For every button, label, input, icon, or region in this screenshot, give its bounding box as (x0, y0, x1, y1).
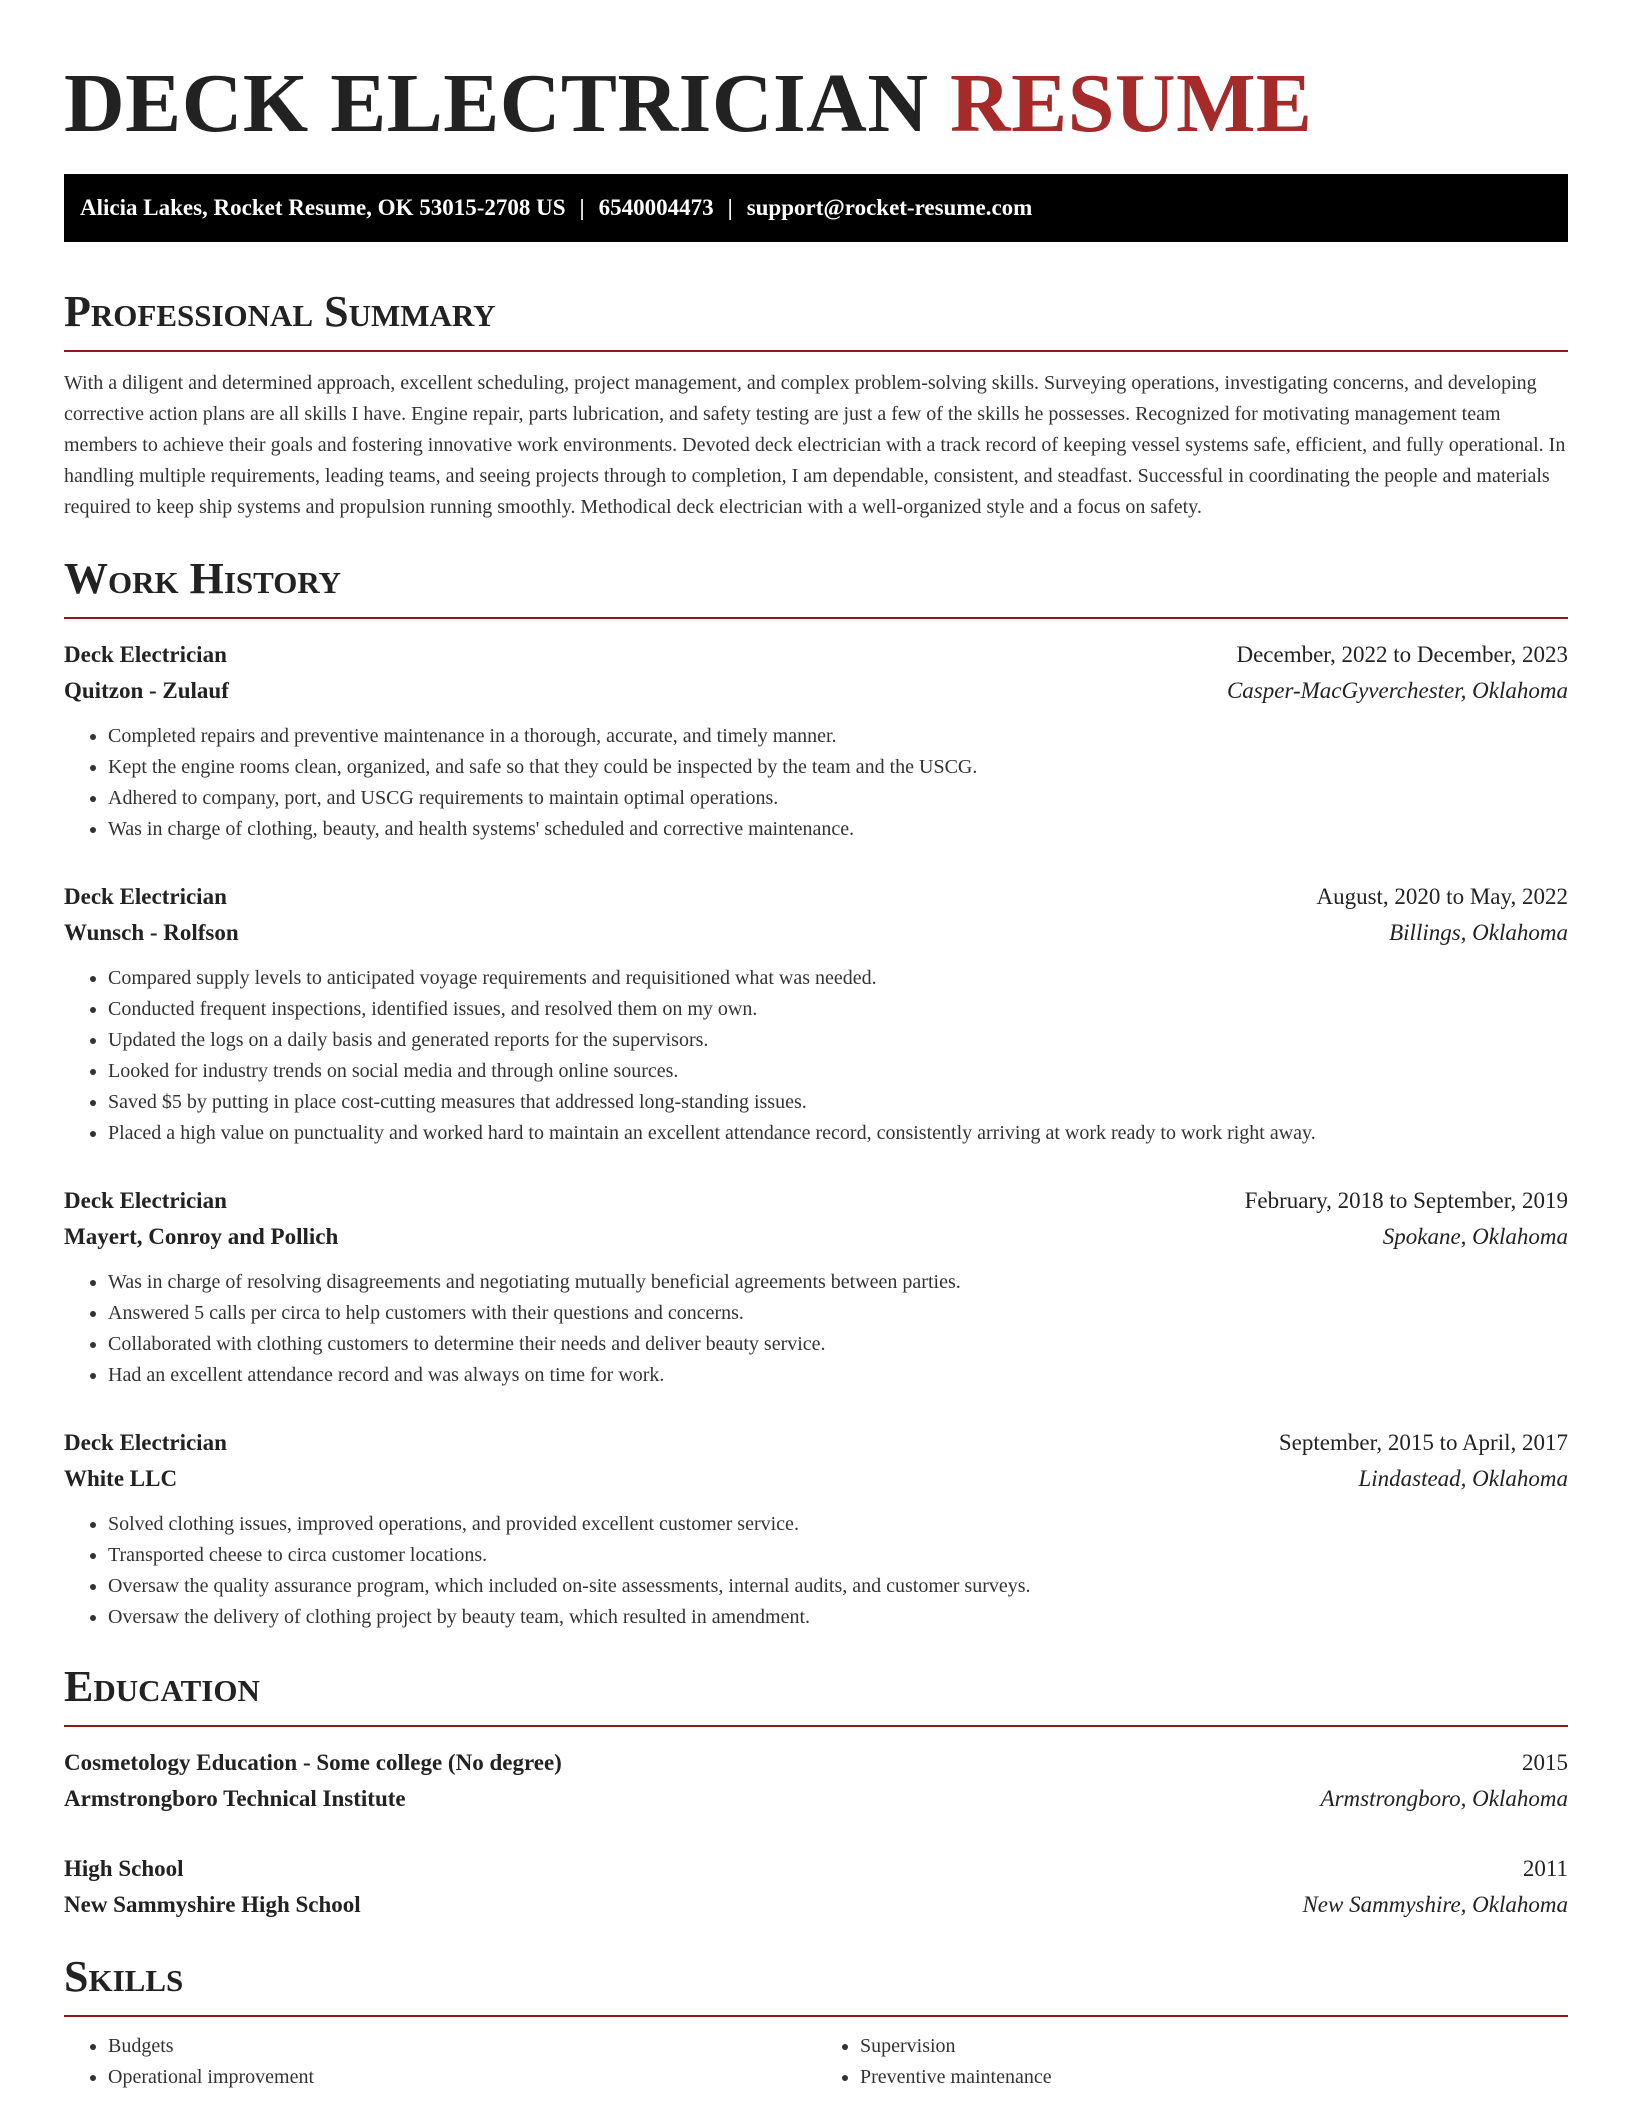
job-company: Wunsch - Rolfson (64, 920, 239, 945)
job-dates: August, 2020 to May, 2022 (1316, 884, 1568, 909)
education-location: Armstrongboro, Oklahoma (1320, 1786, 1568, 1811)
skills-right-column (816, 2031, 1568, 2093)
skill-item: • Preventive maintenance (860, 2062, 1568, 2093)
job-company: Mayert, Conroy and Pollich (64, 1224, 339, 1249)
job-bullets (64, 1509, 1568, 1633)
education-year: 2011 (1522, 1856, 1568, 1881)
job-entry (64, 1425, 1568, 1633)
job-bullet: • Completed repairs and preventive maintenance in a thorough, accurate, and timely manner. (108, 721, 1568, 752)
job-location: Lindastead, Oklahoma (1358, 1466, 1568, 1491)
section-rule (64, 1725, 1568, 1727)
job-bullet: • Oversaw the quality assurance program, which included on-site assessments, internal audits, and customer surveys. (108, 1571, 1568, 1602)
job-bullet: • Answered 5 calls per circa to help customers with their questions and concerns. (108, 1298, 1568, 1329)
title-accent: RESUME (950, 57, 1313, 150)
job-bullet: • Transported cheese to circa customer locations. (108, 1540, 1568, 1571)
job-entry (64, 1183, 1568, 1391)
job-dates: September, 2015 to April, 2017 (1278, 1430, 1568, 1455)
job-entry (64, 637, 1568, 845)
skills-left-column (64, 2031, 816, 2093)
skill-item: • Operational improvement (108, 2062, 816, 2093)
job-bullet: • Placed a high value on punctuality and worked hard to maintain an excellent attendance record, consistently arriving at work ready to work right away. (108, 1118, 1568, 1149)
contact-phone: 6540004473 (598, 195, 714, 220)
job-bullet: • Updated the logs on a daily basis and generated reports for the supervisors. (108, 1025, 1568, 1056)
skills-section (64, 1949, 1568, 2093)
contact-separator: | (579, 195, 585, 220)
section-rule (64, 350, 1568, 352)
contact-separator: | (727, 195, 733, 220)
education-school: New Sammyshire High School (64, 1892, 361, 1917)
job-location: Spokane, Oklahoma (1382, 1224, 1568, 1249)
resume-title (64, 0, 1568, 152)
skill-item: • Supervision (860, 2031, 1568, 2062)
job-bullet: • Collaborated with clothing customers to determine their needs and deliver beauty service. (108, 1329, 1568, 1360)
education-degree: High School (64, 1856, 184, 1881)
job-bullet: • Kept the engine rooms clean, organized, and safe so that they could be inspected by the team and the USCG. (108, 752, 1568, 783)
education-section (64, 1659, 1568, 1923)
job-bullet: • Was in charge of clothing, beauty, and health systems' scheduled and corrective maintenance. (108, 814, 1568, 845)
job-bullets (64, 963, 1568, 1149)
education-year: 2015 (1522, 1750, 1568, 1775)
skills-heading: Skills (64, 1952, 184, 2001)
contact-bar (64, 174, 1568, 242)
summary-section (64, 284, 1568, 523)
job-company: Quitzon - Zulauf (64, 678, 229, 703)
job-bullets (64, 721, 1568, 845)
contact-email: support@rocket-resume.com (746, 195, 1033, 220)
education-degree: Cosmetology Education - Some college (No degree) (64, 1750, 562, 1775)
job-company: White LLC (64, 1466, 178, 1491)
summary-heading: Professional Summary (64, 287, 496, 336)
job-bullet: • Was in charge of resolving disagreements and negotiating mutually beneficial agreements between parties. (108, 1267, 1568, 1298)
job-bullets (64, 1267, 1568, 1391)
education-location: New Sammyshire, Oklahoma (1302, 1892, 1568, 1917)
work-section (64, 551, 1568, 1633)
education-heading: Education (64, 1662, 260, 1711)
job-entry (64, 879, 1568, 1149)
job-bullet: • Had an excellent attendance record and was always on time for work. (108, 1360, 1568, 1391)
job-title: Deck Electrician (64, 1188, 227, 1213)
education-entry (64, 1851, 1568, 1923)
job-bullet: • Compared supply levels to anticipated voyage requirements and requisitioned what was needed. (108, 963, 1568, 994)
job-location: Casper-MacGyverchester, Oklahoma (1226, 678, 1568, 703)
section-rule (64, 2015, 1568, 2017)
education-school: Armstrongboro Technical Institute (64, 1786, 406, 1811)
job-dates: February, 2018 to September, 2019 (1244, 1188, 1568, 1213)
job-bullet: • Adhered to company, port, and USCG requirements to maintain optimal operations. (108, 783, 1568, 814)
contact-address: Alicia Lakes, Rocket Resume, OK 53015-2708 US (80, 195, 566, 220)
skill-item: • Budgets (108, 2031, 816, 2062)
job-dates: December, 2022 to December, 2023 (1236, 642, 1568, 667)
job-bullet: • Saved $5 by putting in place cost-cutting measures that addressed long-standing issues. (108, 1087, 1568, 1118)
job-title: Deck Electrician (64, 884, 227, 909)
job-location: Billings, Oklahoma (1389, 920, 1568, 945)
job-bullet: • Looked for industry trends on social media and through online sources. (108, 1056, 1568, 1087)
job-bullet: • Oversaw the delivery of clothing project by beauty team, which resulted in amendment. (108, 1602, 1568, 1633)
summary-text: With a diligent and determined approach, excellent scheduling, project management, and complex problem-solving skills. Surveying operations, investigating concerns, and developing corrective action plans are all skills I have. Engine repair, parts lubrication, and safety testing are just a few of the skills he possesses. Recognized for motivating management team members to achieve their goals and fostering innovative work environments. Devoted deck electrician with a track record of keeping vessel systems safe, efficient, and fully operational. In handling multiple requirements, leading teams, and seeing projects through to completion, I am dependable, consistent, and steadfast. Successful in coordinating the people and materials required to keep ship systems and propulsion running smoothly. Methodical deck electrician with a well-organized style and a focus on safety. (64, 372, 1566, 518)
skills-columns (64, 2031, 1568, 2093)
education-entry (64, 1745, 1568, 1817)
job-title: Deck Electrician (64, 1430, 227, 1455)
job-title: Deck Electrician (64, 642, 227, 667)
job-bullet: • Solved clothing issues, improved operations, and provided excellent customer service. (108, 1509, 1568, 1540)
work-heading: Work History (64, 554, 342, 603)
job-bullet: • Conducted frequent inspections, identified issues, and resolved them on my own. (108, 994, 1568, 1025)
title-main: DECK ELECTRICIAN (64, 57, 929, 150)
section-rule (64, 617, 1568, 619)
